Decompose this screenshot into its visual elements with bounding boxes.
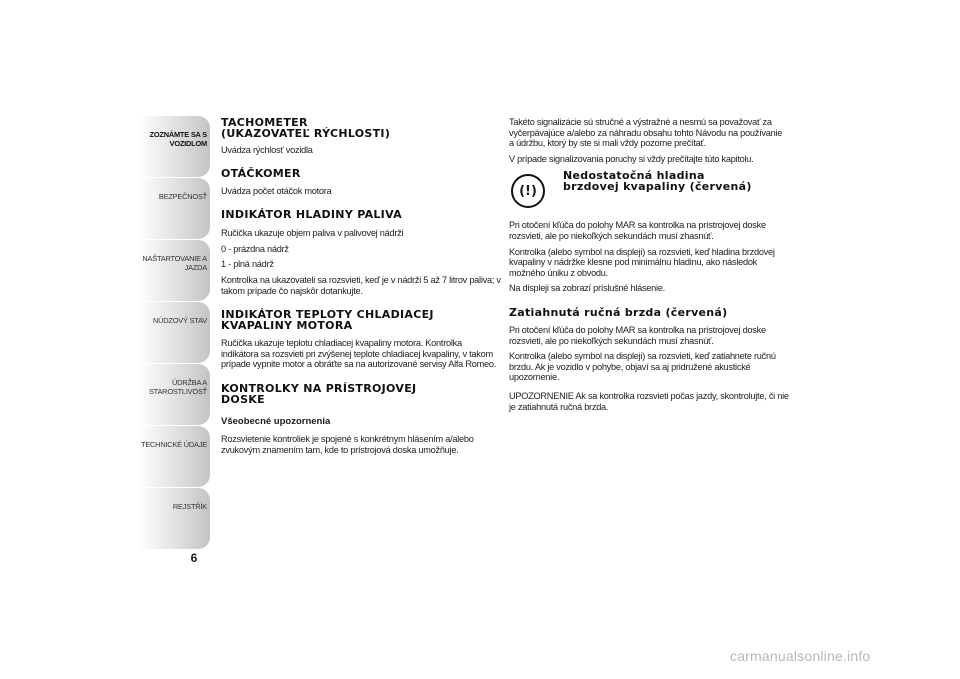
temp-text: Ručička ukazuje teplotu chladiacej kvapaliny motora. Kontrolka indikátora sa rozsvieti pri zvýšenej teplote chladiacej kvapaliny, v takom prípade vypnite motor a obráťte sa na autorizované servisy Alfa Romeo. bbox=[221, 338, 496, 370]
warn-heading-1: KONTROLKY NA PRÍSTROJOVEJ bbox=[221, 381, 417, 395]
tab-technicke-udaje[interactable]: TECHNICKÉ ÚDAJE bbox=[138, 426, 210, 487]
chapter-sidebar bbox=[138, 116, 210, 550]
tab-bezpecnost[interactable]: BEZPEČNOSŤ bbox=[138, 178, 210, 239]
intro-text-2: V prípade signalizovania poruchy si vždy prečítajte túto kapitolu. bbox=[509, 153, 754, 164]
handbrake-text-2: Kontrolka (alebo symbol na displeji) sa rozsvieti, keď zatiahnete ručnú brzdu. Ak je vozidlo v pohybe, objaví sa aj pridružené akustické upozornenie. bbox=[509, 351, 776, 383]
tab-rejstrik[interactable]: REJSTŘÍK bbox=[138, 488, 210, 549]
brake-fluid-warning bbox=[509, 170, 789, 216]
fuel-text-4: Kontrolka na ukazovateli sa rozsvieti, keď je v nádrži 5 až 7 litrov paliva; v takom prípade čo najskôr dotankujte. bbox=[221, 274, 501, 296]
general-subheading: Všeobecné upozornenia bbox=[221, 415, 331, 427]
tach-heading-1: TACHOMETER bbox=[221, 116, 308, 129]
fuel-text-2: 0 - prázdna nádrž bbox=[221, 243, 289, 254]
tach-heading-2: (UKAZOVATEĽ RÝCHLOSTI) bbox=[221, 127, 391, 140]
brake-heading-2: brzdovej kvapaliny (červená) bbox=[563, 180, 752, 194]
handbrake-text-1: Pri otočení kľúča do polohy MAR sa kontrolka na prístrojovej doske rozsvieti, ale po niekoľkých sekundách musí zhasnúť. bbox=[509, 324, 766, 346]
general-text: Rozsvietenie kontroliek je spojené s konkrétnym hlásením a/alebo zvukovým znamením tam, kde to prístrojová doska umožňuje. bbox=[221, 433, 474, 455]
temp-heading-2: KVAPALINY MOTORA bbox=[221, 319, 353, 333]
rev-text: Uvádza počet otáčok motora bbox=[221, 185, 332, 196]
intro-text-1: Takéto signalizácie sú stručné a výstražné a nesmú sa považovať za vyčerpávajúce a/alebo za náhradu obsahu tohto Návodu na používanie a údržbu, ktorý by ste si mali vždy pozorne prečítať. bbox=[509, 117, 783, 149]
tab-nudzovy-stav[interactable]: NÚDZOVÝ STAV bbox=[138, 302, 210, 363]
brake-heading-1: Nedostatočná hladina bbox=[563, 169, 705, 183]
tab-nastartovanie[interactable]: NAŠTARTOVANIE A JAZDA bbox=[138, 240, 210, 301]
brake-text-3: Na displeji sa zobrazí príslušné hlásenie. bbox=[509, 283, 665, 294]
brake-text-1: Pri otočení kľúča do polohy MAR sa kontrolka na prístrojovej doske rozsvieti, ale po niekoľkých sekundách musí zhasnúť. bbox=[509, 220, 766, 241]
fuel-text-1: Ručička ukazuje objem paliva v palivovej nádrži bbox=[221, 228, 404, 239]
brake-text-2: Kontrolka (alebo symbol na displeji) sa rozsvieti, keď hladina brzdovej kvapaliny v nádržke klesne pod minimálnu hladinu, ako následok možného úniku z obvodu. bbox=[509, 246, 775, 278]
tab-udrzba[interactable]: ÚDRŽBA A STAROSTLIVOSŤ bbox=[138, 364, 210, 425]
brake-heading bbox=[563, 170, 783, 192]
left-column bbox=[221, 117, 501, 455]
rev-heading: OTÁČKOMER bbox=[221, 166, 301, 180]
handbrake-text-3: UPOZORNENIE Ak sa kontrolka rozsvieti počas jazdy, skontrolujte, či nie je zatiahnutá ručná brzda. bbox=[509, 390, 789, 412]
right-column bbox=[509, 117, 789, 412]
handbrake-heading: Zatiahnutá ručná brzda (červená) bbox=[509, 305, 728, 319]
tab-zoznamte-sa[interactable]: ZOZNÁMTE SA S VOZIDLOM bbox=[138, 116, 210, 177]
fuel-text-3: 1 - plná nádrž bbox=[221, 259, 274, 270]
fuel-heading: INDIKÁTOR HLADINY PALIVA bbox=[221, 208, 402, 222]
tach-text: Uvádza rýchlosť vozidla bbox=[221, 145, 313, 155]
temp-heading-1: INDIKÁTOR TEPLOTY CHLADIACEJ bbox=[221, 308, 434, 322]
brake-warning-icon: (!) bbox=[511, 174, 545, 208]
page-number: 6 bbox=[190, 551, 198, 565]
watermark: carmanualsonline.info bbox=[730, 648, 871, 664]
warn-heading-2: DOSKE bbox=[221, 392, 265, 406]
